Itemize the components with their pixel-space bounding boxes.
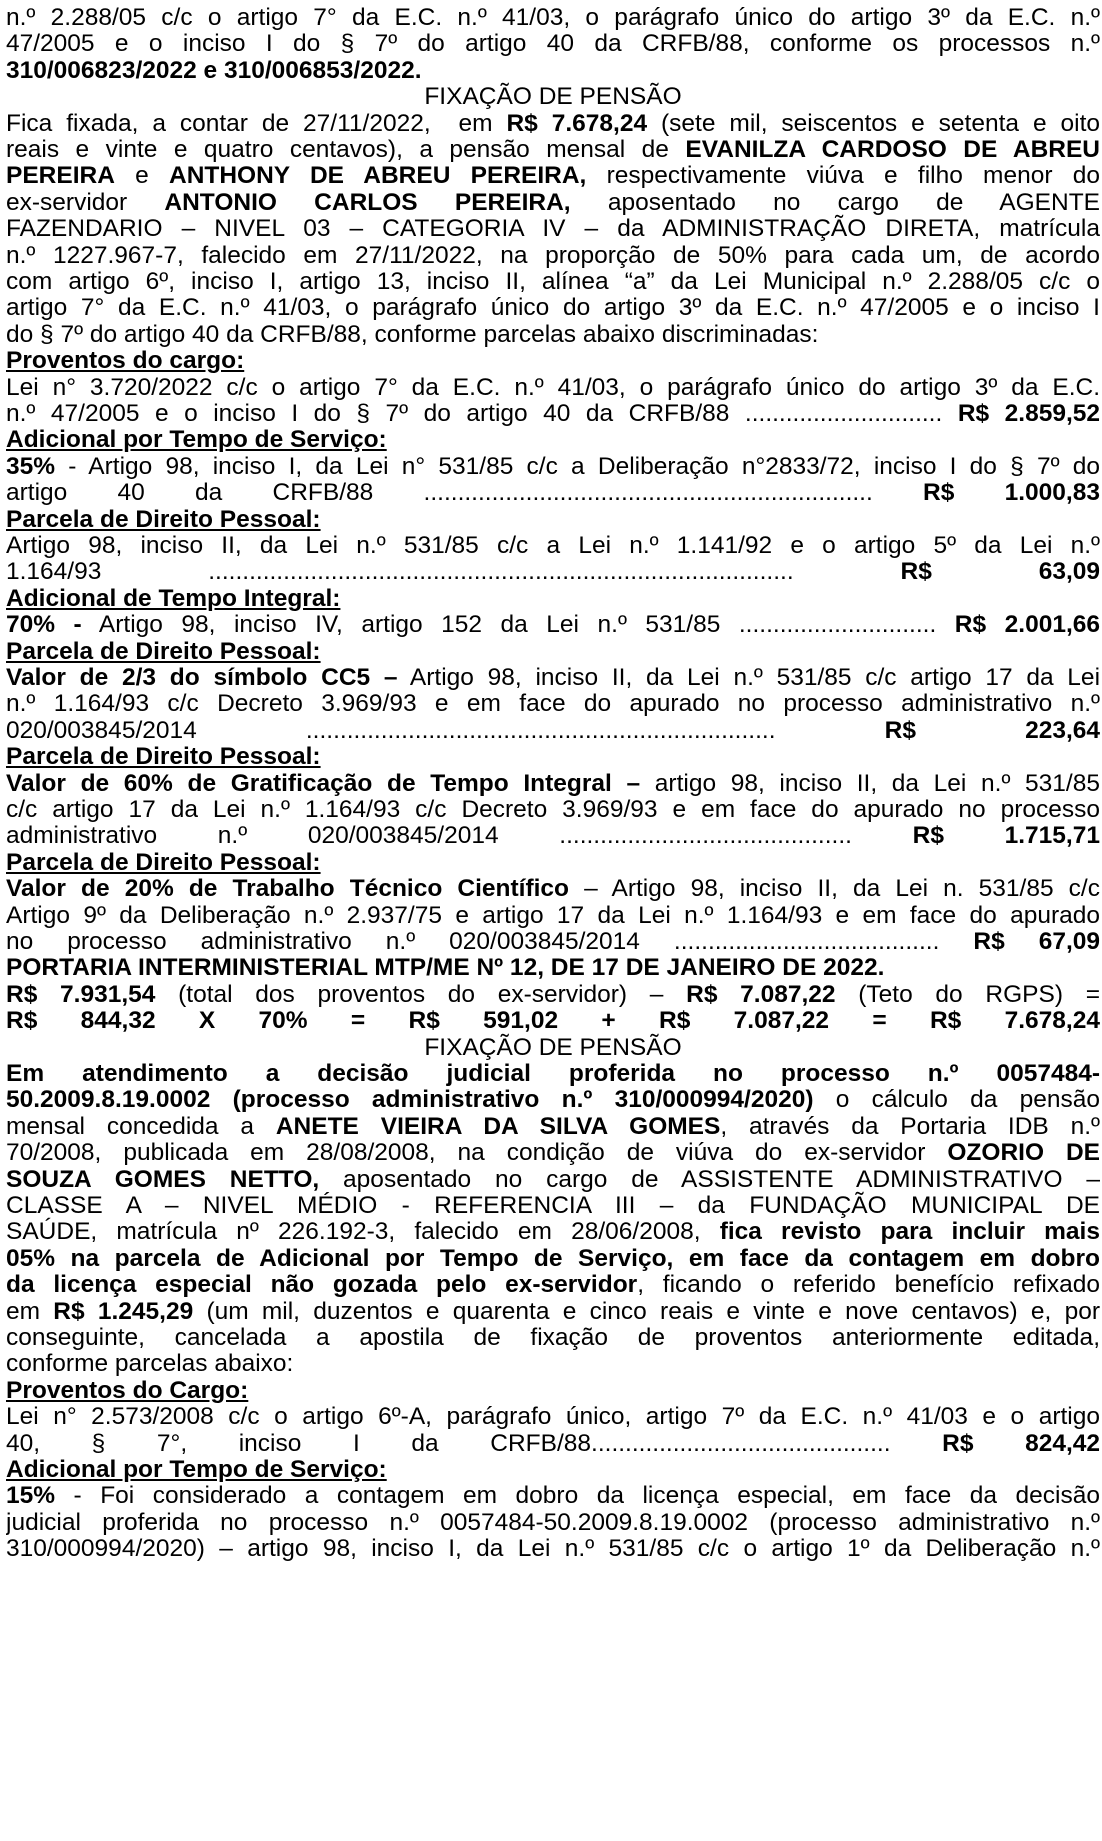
text-run: Adicional de Tempo Integral: [6, 584, 341, 612]
text-run: (Teto do RGPS) = [835, 980, 1100, 1008]
text-run: administrativo n.º 020/003845/2014 ........................................... [6, 822, 913, 850]
text-run: Adicional por Tempo de Serviço: [6, 426, 387, 454]
bold-text: OZORIO DE [947, 1139, 1100, 1167]
text-run: artigo 40 da CRFB/88 .................................................................. [6, 479, 924, 507]
bold-text: R$ 7.678,24 [506, 109, 648, 137]
bold-text: PORTARIA INTERMINISTERIAL MTP/ME Nº 12, DE 17 DE JANEIRO DE 2022. [6, 954, 885, 982]
text-run: reais e vinte e quatro centavos), a pensão mensal de [6, 136, 686, 163]
bold-text: R$ 824,42 [942, 1429, 1100, 1457]
text-run: – Artigo 98, inciso II, da Lei n. 531/85 c/c [569, 875, 1100, 903]
text-run: do § 7º do artigo 40 da CRFB/88, conforme parcelas abaixo discriminadas: [6, 320, 819, 348]
bold-text: Valor de 60% de Gratificação de Tempo Integral – [6, 769, 641, 797]
text-run: Parcela de Direito Pessoal: [6, 848, 321, 876]
bold-text: 50.2009.8.19.0002 (processo administrativo n.º 310/000994/2020) [6, 1086, 814, 1114]
bold-text: Em atendimento a decisão judicial proferida no processo n.º 0057484- [6, 1060, 1100, 1087]
text-run: conseguinte, cancelada a apostila de fixação de proventos anteriormente editada, [6, 1324, 1100, 1351]
bold-text: 15% [6, 1482, 56, 1510]
text-run: SAÚDE, matrícula nº 226.192-3, falecido em 28/06/2008, [6, 1218, 720, 1246]
text-run: 47/2005 e o inciso I do § 7º do artigo 40 da CRFB/88, conforme os processos n.º [6, 30, 1100, 58]
text-run: aposentado no cargo de ASSISTENTE ADMINISTRATIVO – [319, 1165, 1100, 1193]
text-run: Artigo 9º da Deliberação n.º 2.937/75 e artigo 17 da Lei n.º 1.164/93 e em face do apurado [6, 901, 1100, 929]
bold-text: R$ 7.087,22 [686, 980, 836, 1008]
bold-text: EVANILZA CARDOSO DE ABREU [685, 136, 1100, 163]
bold-text: R$ 67,09 [973, 928, 1100, 955]
text-run: Artigo 98, inciso II, da Lei n.º 531/85 c/c artigo 17 da Lei [397, 664, 1100, 691]
text-run: Fica fixada, a contar de 27/11/2022, em [6, 109, 507, 137]
text-run: conforme parcelas abaixo: [6, 1350, 294, 1378]
bold-text: da licença especial não gozada pelo ex-servidor [6, 1271, 638, 1299]
text-run: - Foi considerado a contagem em dobro da licença especial, em face da decisão [55, 1482, 1100, 1510]
text-run: n.º 47/2005 e o inciso I do § 7º do artigo 40 da CRFB/88 ............................. [6, 400, 958, 427]
text-run: , através da Portaria IDB n.º [720, 1112, 1100, 1140]
text-run: (sete mil, seiscentos e setenta e oito [647, 109, 1100, 137]
bold-text: ANTONIO CARLOS PEREIRA, [164, 188, 571, 216]
text-run: Parcela de Direito Pessoal: [6, 505, 321, 533]
text-run: (total dos proventos do ex-servidor) – [155, 980, 687, 1008]
bold-text: Valor de 20% de Trabalho Técnico Científico [6, 875, 570, 903]
text-run: e [114, 162, 170, 190]
text-run: judicial proferida no processo n.º 0057484-50.2009.8.19.0002 (processo administrativo n.º [6, 1508, 1100, 1536]
bold-text: SOUZA GOMES NETTO, [6, 1165, 320, 1193]
text-run: n.º 2.288/05 c/c o artigo 7° da E.C. n.º 41/03, o parágrafo único do artigo 3º da E.C. n.º [6, 4, 1100, 31]
text-run: FIXAÇÃO DE PENSÃO [424, 83, 682, 111]
bold-text: ANTHONY DE ABREU PEREIRA, [169, 162, 587, 190]
text-run: 1.164/93 ...................................................................................... [6, 558, 901, 586]
text-run: CLASSE A – NIVEL MÉDIO - REFERENCIA III – da FUNDAÇÃO MUNICIPAL DE [6, 1192, 1100, 1219]
text-run: Artigo 98, inciso IV, artigo 152 da Lei n.º 531/85 ............................. [81, 611, 955, 639]
bold-text: R$ 7.931,54 [6, 980, 156, 1008]
bold-text: 70% - [6, 611, 82, 639]
text-run: 70/2008, publicada em 28/08/2008, na condição de viúva do ex-servidor [6, 1139, 948, 1167]
text-run: o cálculo da pensão [813, 1086, 1100, 1114]
text-run: em [6, 1297, 54, 1325]
bold-text: 310/006823/2022 e 310/006853/2022. [6, 56, 422, 84]
text-run: Proventos do cargo: [6, 347, 245, 375]
text-run: Parcela de Direito Pessoal: [6, 637, 321, 665]
text-run: FIXAÇÃO DE PENSÃO [424, 1033, 682, 1061]
text-run: Adicional por Tempo de Serviço: [6, 1456, 387, 1483]
text-run: no processo administrativo n.º 020/003845/2014 ....................................... [6, 928, 974, 955]
text-run: 310/000994/2020) – artigo 98, inciso I, da Lei n.º 531/85 c/c o artigo 1º da Deliberação n.º [6, 1535, 1100, 1563]
text-run: 40, § 7°, inciso I da CRFB/88............................................ [6, 1429, 943, 1457]
text-run: respectivamente viúva e filho menor do [586, 162, 1100, 190]
text-run: n.º 1227.967-7, falecido em 27/11/2022, na proporção de 50% para cada um, de acordo [6, 241, 1100, 269]
bold-text: Valor de 2/3 do símbolo CC5 – [6, 664, 398, 691]
text-run: FAZENDARIO – NIVEL 03 – CATEGORIA IV – da ADMINISTRAÇÃO DIRETA, matrícula [6, 215, 1100, 243]
text-run: n.º 1.164/93 c/c Decreto 3.969/93 e em face do apurado no processo administrativo n.º [6, 690, 1100, 718]
text-run: Lei n° 3.720/2022 c/c o artigo 7° da E.C. n.º 41/03, o parágrafo único do artigo 3º da E.C. [6, 373, 1100, 401]
text-run: artigo 7° da E.C. n.º 41/03, o parágrafo único do artigo 3º da E.C. n.º 47/2005 e o inciso I [6, 294, 1100, 322]
text-run: c/c artigo 17 da Lei n.º 1.164/93 c/c Decreto 3.969/93 e em face do apurado no processo [6, 796, 1100, 823]
text-run: Parcela de Direito Pessoal: [6, 743, 321, 771]
bold-text: R$ 223,64 [884, 716, 1100, 744]
bold-text: 05% na parcela de Adicional por Tempo de Serviço, em face da contagem em dobro [6, 1244, 1100, 1272]
text-run: Artigo 98, inciso II, da Lei n.º 531/85 c/c a Lei n.º 1.141/92 e o artigo 5º da Lei n.º [6, 532, 1100, 559]
bold-text: R$ 844,32 X 70% = R$ 591,02 + R$ 7.087,22 = R$ 7.678,24 [6, 1007, 1100, 1035]
bold-text: R$ 2.001,66 [954, 611, 1100, 639]
bold-text: R$ 2.859,52 [957, 400, 1100, 427]
text-run: (um mil, duzentos e quarenta e cinco reais e vinte e nove centavos) e, por [193, 1297, 1100, 1325]
text-run: mensal concedida a [6, 1112, 276, 1140]
text-run: com artigo 6º, inciso I, artigo 13, inciso II, alínea “a” da Lei Municipal n.º 2.288/05 c/c o [6, 268, 1100, 295]
text-run: aposentado no cargo de AGENTE [570, 188, 1100, 216]
text-run: , ficando o referido benefício refixado [637, 1271, 1100, 1299]
text-run: ex-servidor [6, 188, 165, 216]
text-run: 020/003845/2014 ..................................................................... [6, 716, 885, 744]
bold-text: R$ 1.000,83 [923, 479, 1100, 507]
bold-text: 35% [6, 452, 56, 480]
bold-text: R$ 1.245,29 [53, 1297, 194, 1325]
bold-text: fica revisto para incluir mais [719, 1218, 1100, 1246]
text-run: Lei n° 2.573/2008 c/c o artigo 6º-A, parágrafo único, artigo 7º da E.C. n.º 41/03 e o artigo [6, 1403, 1100, 1431]
text-run: - Artigo 98, inciso I, da Lei n° 531/85 c/c a Deliberação n°2833/72, inciso I do § 7º do [55, 452, 1100, 480]
bold-text: PEREIRA [6, 162, 115, 190]
bold-text: ANETE VIEIRA DA SILVA GOMES [275, 1112, 721, 1140]
text-line [6, 1534, 1100, 1564]
bold-text: R$ 1.715,71 [912, 822, 1100, 850]
bold-text: R$ 63,09 [900, 558, 1100, 586]
text-run: Proventos do Cargo: [6, 1376, 249, 1404]
text-run: artigo 98, inciso II, da Lei n.º 531/85 [640, 769, 1100, 797]
